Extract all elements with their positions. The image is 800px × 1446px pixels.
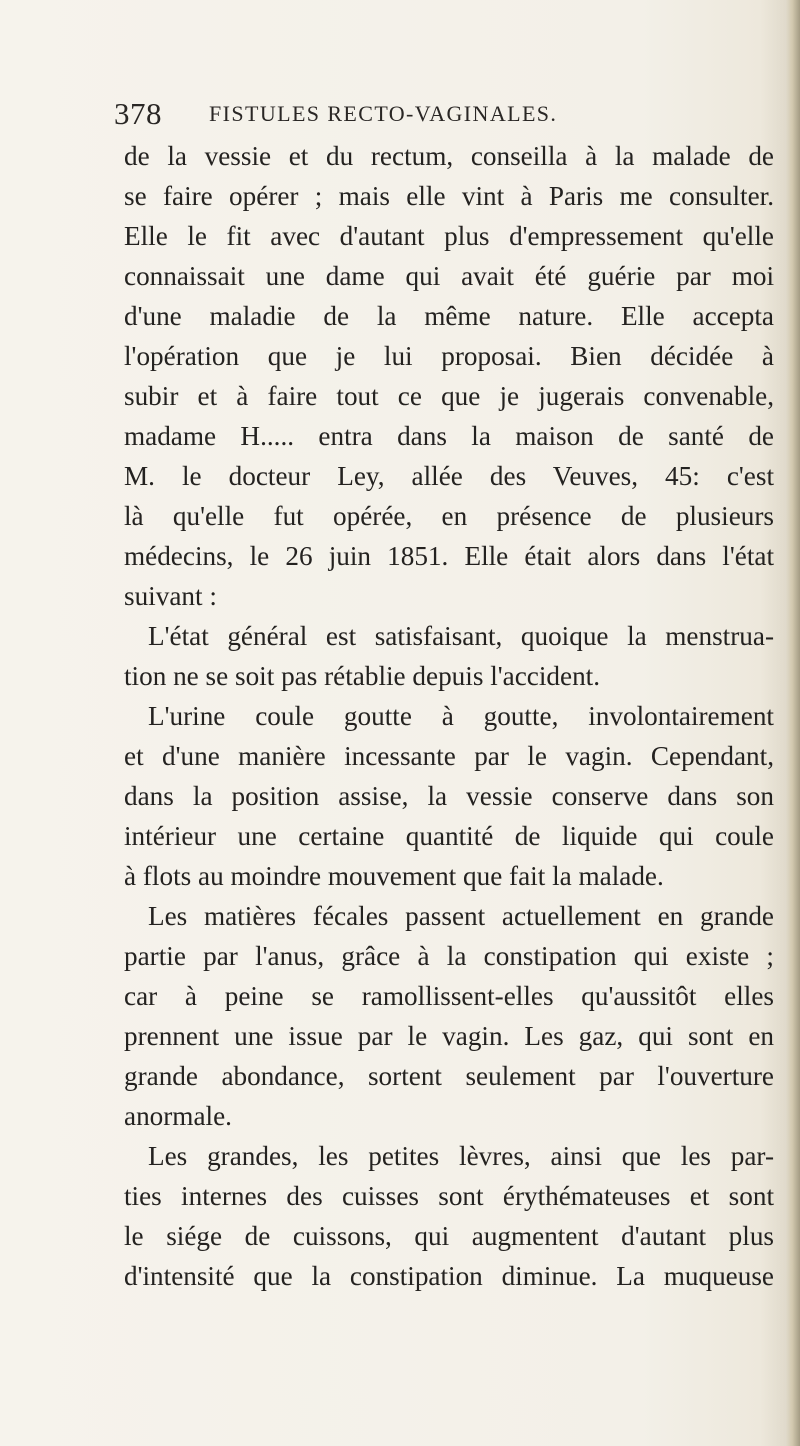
text-line: L'urine coule goutte à goutte, involontairement bbox=[148, 701, 774, 731]
text-line: de la vessie et du rectum, conseilla à la malade de bbox=[124, 141, 774, 171]
text-line: médecins, le 26 juin 1851. Elle était alors dans l'état bbox=[124, 541, 774, 571]
text-line: subir et à faire tout ce que je jugerais convenable, bbox=[124, 381, 774, 411]
text-line: ties internes des cuisses sont érythémateuses et sont bbox=[124, 1181, 774, 1211]
page-header bbox=[114, 96, 714, 136]
text-line: prennent une issue par le vagin. Les gaz, qui sont en bbox=[124, 1021, 774, 1051]
text-line: anormale. bbox=[124, 1101, 232, 1131]
text-line: grande abondance, sortent seulement par l'ouverture bbox=[124, 1061, 774, 1091]
text-line: se faire opérer ; mais elle vint à Paris me consulter. bbox=[124, 181, 774, 211]
text-line: Les grandes, les petites lèvres, ainsi que les par- bbox=[148, 1141, 774, 1171]
text-line: connaissait une dame qui avait été guérie par moi bbox=[124, 261, 774, 291]
running-title: FISTULES RECTO-VAGINALES. bbox=[209, 101, 558, 126]
page-edge-shadow bbox=[786, 0, 800, 1446]
text-line: L'état général est satisfaisant, quoique la menstrua- bbox=[148, 621, 774, 651]
text-line: d'intensité que la constipation diminue. La muqueuse bbox=[124, 1261, 774, 1291]
text-line: dans la position assise, la vessie conserve dans son bbox=[124, 781, 774, 811]
text-line: le siége de cuissons, qui augmentent d'autant plus bbox=[124, 1221, 774, 1251]
text-line: car à peine se ramollissent-elles qu'aussitôt elles bbox=[124, 981, 774, 1011]
text-line: et d'une manière incessante par le vagin. Cependant, bbox=[124, 741, 774, 771]
text-line: là qu'elle fut opérée, en présence de plusieurs bbox=[124, 501, 774, 531]
body-text bbox=[124, 136, 774, 1296]
text-line: M. le docteur Ley, allée des Veuves, 45: c'est bbox=[124, 461, 774, 491]
page-number: 378 bbox=[114, 96, 162, 131]
text-line: Les matières fécales passent actuellement en grande bbox=[148, 901, 774, 931]
text-line: l'opération que je lui proposai. Bien décidée à bbox=[124, 341, 774, 371]
text-line: à flots au moindre mouvement que fait la malade. bbox=[124, 861, 664, 891]
text-line: Elle le fit avec d'autant plus d'empressement qu'elle bbox=[124, 221, 774, 251]
text-line: tion ne se soit pas rétablie depuis l'accident. bbox=[124, 661, 601, 691]
text-line: suivant : bbox=[124, 581, 217, 611]
text-line: madame H..... entra dans la maison de santé de bbox=[124, 421, 774, 451]
text-line: intérieur une certaine quantité de liquide qui coule bbox=[124, 821, 774, 851]
text-line: d'une maladie de la même nature. Elle accepta bbox=[124, 301, 774, 331]
text-line: partie par l'anus, grâce à la constipation qui existe ; bbox=[124, 941, 774, 971]
